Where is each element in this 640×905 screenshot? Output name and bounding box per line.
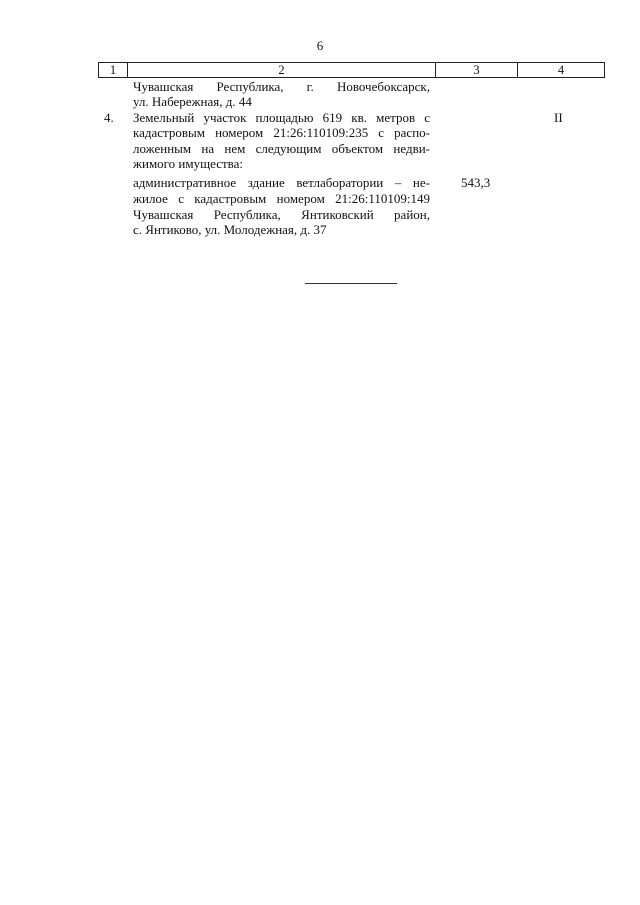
page-number: 6: [316, 38, 324, 53]
header-col-1: 1: [99, 63, 128, 77]
row-text-line: с. Янтиково, ул. Молодежная, д. 37: [133, 222, 327, 237]
row-text-line: жимого имущества:: [133, 156, 244, 171]
cont-address-line: ул. Набережная, д. 44: [133, 94, 252, 109]
row-text-line: ложенным на нем следующим объектом недви-: [133, 141, 430, 156]
row-text-line: административное здание ветлаборатории – не-: [133, 175, 430, 190]
row-category: II: [554, 110, 563, 125]
header-col-4: 4: [557, 63, 565, 77]
row-number: 4.: [104, 110, 114, 125]
row-text-line: Земельный участок площадью 619 кв. метров с: [133, 110, 430, 125]
row-text-line: Чувашская Республика, Янтиковский район,: [133, 207, 430, 222]
cont-address-line: Чувашская Республика, г. Новочебоксарск,: [133, 79, 430, 94]
table-header: [98, 62, 605, 78]
end-separator-line: [305, 283, 397, 284]
row-text-line: жилое с кадастровым номером 21:26:110109:149: [133, 191, 430, 206]
header-col-3: 3: [436, 63, 518, 77]
header-col-2: 2: [128, 63, 436, 77]
row-area: 543,3: [461, 175, 491, 190]
row-text-line: кадастровым номером 21:26:110109:235 с распо-: [133, 125, 430, 140]
